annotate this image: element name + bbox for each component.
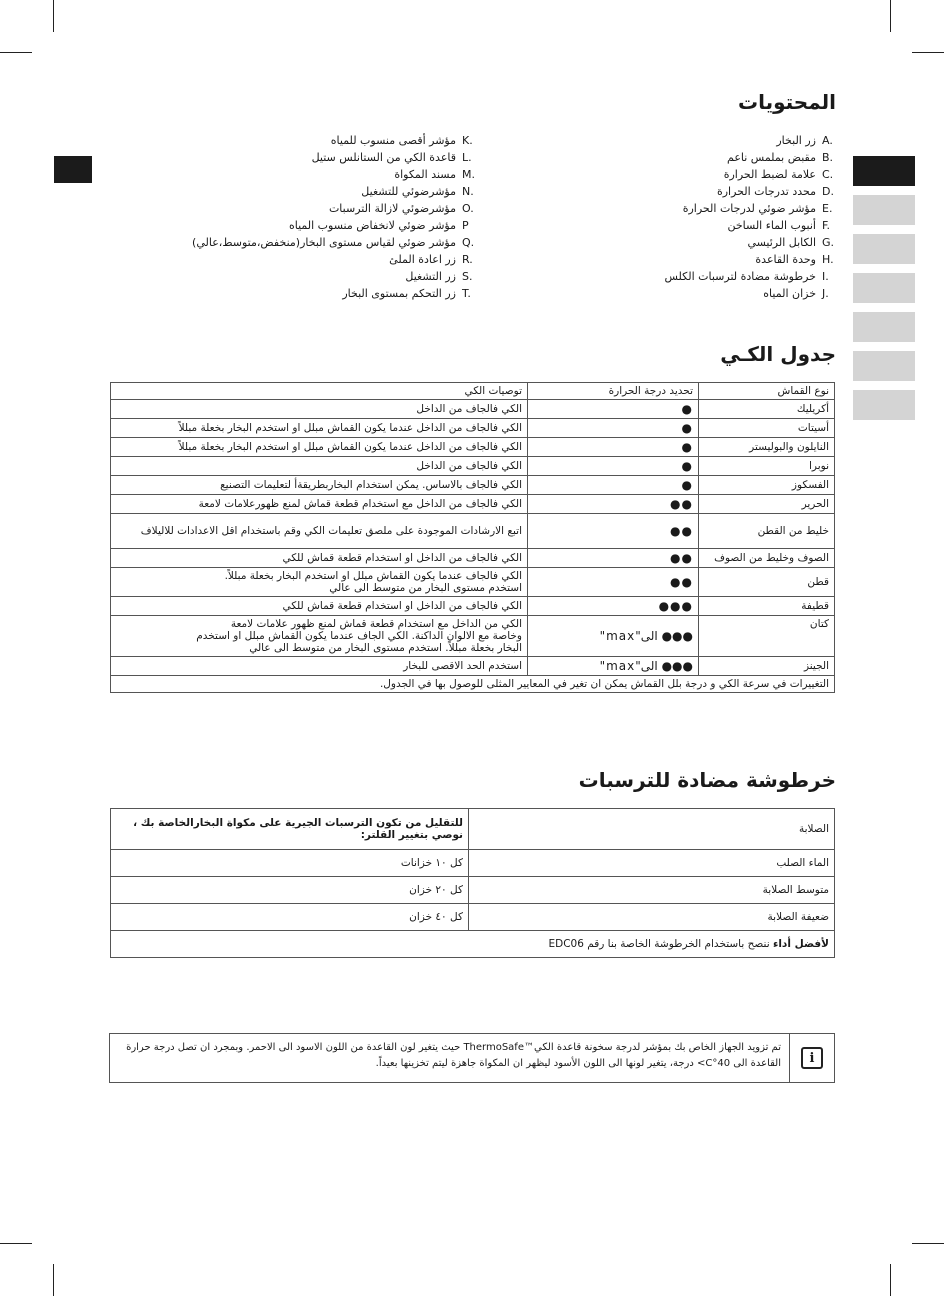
fabric-cell: النايلون والبوليستر — [699, 438, 835, 457]
temperature-dots: ●●● — [528, 597, 699, 616]
temperature-dots: ● — [528, 476, 699, 495]
advice-cell: الكي فالجاف من الداخل مع استخدام قطعة قماش لمنع ظهورعلامات لامعة — [111, 495, 528, 514]
list-item: L. قاعدة الكي من الستانلس ستيل — [311, 151, 472, 164]
fabric-cell: أكريليك — [699, 400, 835, 419]
language-tab — [853, 234, 915, 264]
advice-cell: الكي فالجاف من الداخل عندما يكون القماش مبلل او استخدم البخار بخعلة مبللاً — [111, 419, 528, 438]
crop-mark — [0, 52, 32, 53]
table-row — [111, 457, 835, 476]
column-header-temperature: تحديد درجة الحرارة — [528, 383, 699, 400]
advice-cell: اتبع الارشادات الموجودة على ملصق تعليمات الكي وقم باستخدام اقل الاعدادات للاليلاف — [111, 514, 528, 549]
crop-mark — [53, 0, 54, 32]
cartridge-section-title: خرطوشة مضادة للترسبات — [578, 768, 836, 792]
language-tab — [853, 195, 915, 225]
crop-mark — [912, 52, 944, 53]
list-item: K. مؤشر أقصى منسوب للمياه — [330, 134, 473, 147]
column-header-advice: توصيات الكي — [111, 383, 528, 400]
fabric-cell: نوبرا — [699, 457, 835, 476]
language-tab — [853, 273, 915, 303]
thermosafe-notice — [109, 1033, 835, 1083]
column-header-fabric: نوع القماش — [699, 383, 835, 400]
table-row — [111, 514, 835, 549]
fabric-cell: قطيفة — [699, 597, 835, 616]
table-row — [111, 495, 835, 514]
table-row — [111, 476, 835, 495]
fabric-cell: خليط من القطن — [699, 514, 835, 549]
advice-cell: الكي من الداخل مع استخدام قطعة قماش لمنع ظهور علامات لامعة وخاصة مع الالوان الداكنة. الكي الجاف عندما يكون القماش مبلل او استخدم البخار بخعلة مبللاً. استخدم مستوى البخار من متوسط الى عالي — [111, 616, 528, 657]
crop-mark — [890, 0, 891, 32]
temperature-dots: ● — [528, 400, 699, 419]
temperature-dots: ● — [528, 438, 699, 457]
list-item: I. خرطوشة مضادة لترسبات الكلس — [664, 270, 829, 283]
notice-text: تم تزويد الجهاز الخاص بك بمؤشر لدرجة سخونة قاعدة الكي™ThermoSafe حيث يتغير لون القاعدة من اللون الاسود الى الاحمر. وبمجرد ان تصل درجة حرارة القاعدة الى 40°C> درجة، يتغير لونها الى اللون الأسود ليظهر ان المكواة جاهزة ليتم تخزينها بعيداً. — [126, 1042, 781, 1069]
temperature-dots: ●● — [528, 495, 699, 514]
list-item: B. مقبض بملمس ناعم — [727, 151, 834, 164]
interval-cell: كل ٢٠ خزان — [111, 877, 469, 904]
crop-mark — [890, 1264, 891, 1296]
components-list-right — [665, 132, 839, 302]
fabric-cell: الجينز — [699, 657, 835, 676]
table-header-row — [111, 809, 835, 850]
table-row — [111, 657, 835, 676]
advice-cell: الكي فالجاف من الداخل — [111, 400, 528, 419]
interval-cell: كل ١٠ خزانات — [111, 850, 469, 877]
language-tab — [853, 390, 915, 420]
info-icon: i — [801, 1047, 823, 1069]
fabric-cell: الحرير — [699, 495, 835, 514]
temperature-dots: ●●● الى"max" — [528, 616, 699, 657]
hardness-cell: ضعيفة الصلابة — [469, 904, 835, 931]
crop-mark — [53, 1264, 54, 1296]
list-item: P مؤشر ضوئي لانخفاض منسوب المياه — [288, 219, 469, 232]
list-item: R. زر اعادة الملئ — [389, 253, 473, 266]
ironing-table-title: جدول الكـي — [720, 342, 836, 366]
column-header-hardness: الصلابة — [469, 809, 835, 850]
language-tab — [853, 351, 915, 381]
table-row — [111, 549, 835, 568]
list-item: Q. مؤشر ضوئي لقياس مستوى البخار(منخفض،متوسط،عالي) — [192, 236, 475, 249]
advice-cell: الكي فالجاف من الداخل او استخدام قطعة قماش للكي — [111, 597, 528, 616]
advice-cell: الكي فالجاف عندما يكون القماش مبلل او استخدم البخار بخعلة مبللاً. استخدم مستوى البخار من متوسط الى عالي — [111, 568, 528, 597]
language-tab — [853, 312, 915, 342]
list-item: H. وحدة القاعدة — [755, 253, 834, 266]
advice-cell: الكي فالجاف من الداخل — [111, 457, 528, 476]
list-item: F. أنبوب الماء الساخن — [727, 219, 831, 232]
temperature-dots: ● — [528, 457, 699, 476]
list-item: C. علامة لضبط الحرارة — [723, 168, 834, 181]
language-marker-block — [54, 156, 92, 183]
notice-icon-cell — [789, 1034, 834, 1082]
cartridge-footnote: لأفضل أداء ننصح باستخدام الخرطوشة الخاصة بنا رقم EDC06 — [111, 931, 835, 958]
fabric-cell: الفسكوز — [699, 476, 835, 495]
fabric-cell: كتان — [699, 616, 835, 657]
table-footer-row — [111, 931, 835, 958]
components-list-left — [192, 132, 478, 302]
temperature-dots: ●●● الى"max" — [528, 657, 699, 676]
list-item: D. محدد تدرجات الحرارة — [716, 185, 834, 198]
list-item: S. زر التشغيل — [405, 270, 473, 283]
list-item: A. زر البخار — [776, 134, 833, 147]
crop-mark — [912, 1243, 944, 1244]
advice-cell: الكي فالجاف من الداخل او استخدام قطعة قماش للكي — [111, 549, 528, 568]
table-row — [111, 616, 835, 657]
list-item: G. الكابل الرئيسي — [747, 236, 835, 249]
advice-cell: استخدم الحد الاقصى للبخار — [111, 657, 528, 676]
fabric-cell: الصوف وخليط من الصوف — [699, 549, 835, 568]
fabric-cell: قطن — [699, 568, 835, 597]
table-row — [111, 568, 835, 597]
table-row — [111, 850, 835, 877]
table-row — [111, 400, 835, 419]
list-item: N. مؤشرضوئي للتشغيل — [361, 185, 474, 198]
table-row — [111, 597, 835, 616]
hardness-cell: متوسط الصلابة — [469, 877, 835, 904]
list-item: J. خزان المياه — [763, 287, 829, 300]
temperature-dots: ●● — [528, 549, 699, 568]
table-header-row — [111, 383, 835, 400]
interval-cell: كل ٤٠ خزان — [111, 904, 469, 931]
temperature-dots: ●● — [528, 514, 699, 549]
list-item: O. مؤشرضوئي لازالة الترسبات — [328, 202, 474, 215]
ironing-table — [110, 382, 835, 693]
language-tab-active — [853, 156, 915, 186]
advice-cell: الكي فالجاف بالاساس. يمكن استخدام البخاربطريقةأ لتعليمات التصنيع — [111, 476, 528, 495]
crop-mark — [0, 1243, 32, 1244]
ironing-table-footnote: التغييرات في سرعة الكي و درجة بلل القماش يمكن ان تغير في المعايير المثلى للوصول بها في الجدول. — [111, 676, 835, 693]
table-row — [111, 419, 835, 438]
temperature-dots: ● — [528, 419, 699, 438]
list-item: E. مؤشر ضوئي لدرجات الحرارة — [682, 202, 833, 215]
components-title: المحتويات — [737, 90, 836, 114]
language-tabs — [853, 156, 915, 429]
table-row — [111, 877, 835, 904]
table-row — [111, 904, 835, 931]
list-item: M. مسند المكواة — [394, 168, 475, 181]
column-header-recommendation: للتقليل من تكون الترسبات الجيرية على مكواة البخارالخاصة بك ، نوصي بتغيير القلتر: — [111, 809, 469, 850]
hardness-cell: الماء الصلب — [469, 850, 835, 877]
table-footer-row — [111, 676, 835, 693]
temperature-dots: ●● — [528, 568, 699, 597]
table-row — [111, 438, 835, 457]
advice-cell: الكي فالجاف من الداخل عندما يكون القماش مبلل او استخدم البخار بخعلة مبللاً — [111, 438, 528, 457]
list-item: T. زر التحكم بمستوى البخار — [342, 287, 471, 300]
fabric-cell: أسيتات — [699, 419, 835, 438]
cartridge-table — [110, 808, 835, 958]
